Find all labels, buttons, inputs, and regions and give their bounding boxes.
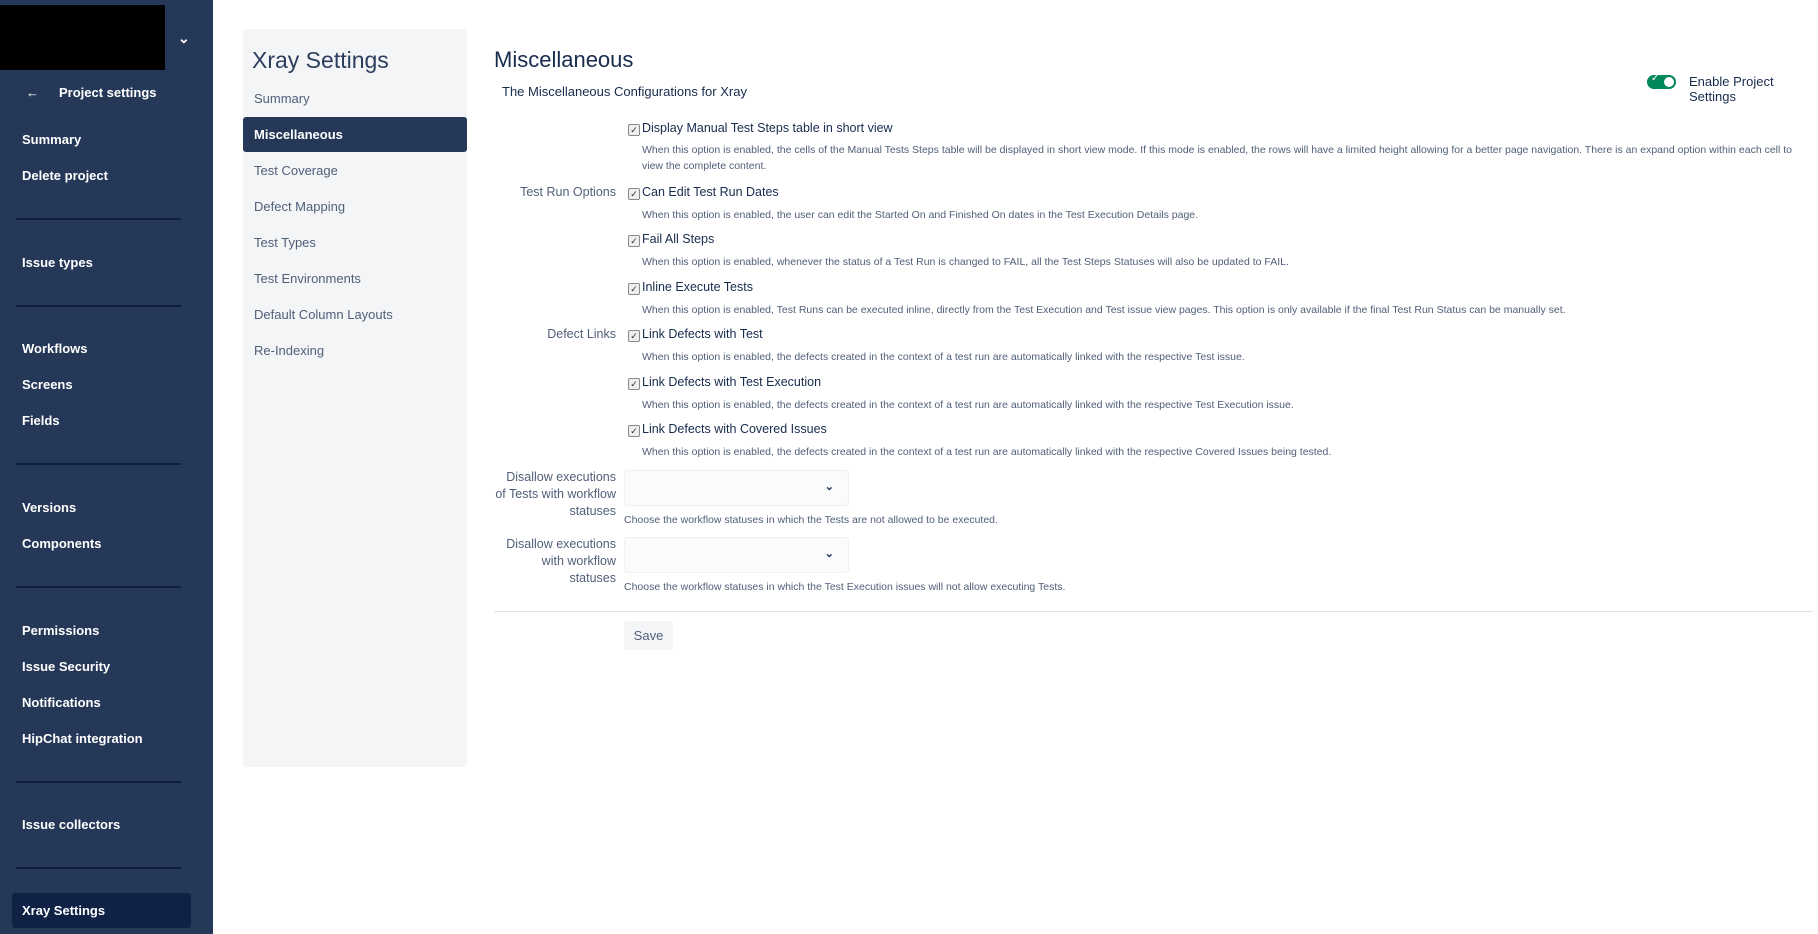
option-label: Fail All Steps [642, 232, 715, 246]
tests-workflow-statuses-select[interactable] [624, 470, 849, 506]
option-description: When this option is enabled, the cells of the Manual Tests Steps table will be displayed in short view mode. If this mode is enabled, the rows will have a limited height allowing for a better page navigation. There is an expand option within each cell to view the complete content. [642, 144, 1793, 172]
sidebar-item-issue-security[interactable]: Issue Security [22, 659, 111, 674]
group-label-defect-links: Defect Links [547, 327, 616, 341]
option-checkbox[interactable]: ✓ [628, 425, 640, 437]
option-checkbox[interactable]: ✓ [628, 330, 640, 342]
sidebar-item-delete-project[interactable]: Delete project [22, 168, 108, 183]
enable-project-settings-label: Enable Project Settings [1689, 74, 1774, 104]
option-label: Inline Execute Tests [642, 280, 753, 294]
project-settings-back-link[interactable]: Project settings [59, 85, 157, 100]
option-label: Link Defects with Test Execution [642, 375, 822, 389]
sidebar-item-versions[interactable]: Versions [22, 500, 77, 515]
xray-nav-test-types[interactable]: Test Types [254, 235, 316, 250]
sidebar-item-issue-collectors[interactable]: Issue collectors [22, 817, 121, 832]
xray-nav-summary[interactable]: Summary [254, 91, 310, 106]
option-checkbox[interactable]: ✓ [628, 188, 640, 200]
option-checkbox[interactable]: ✓ [628, 235, 640, 247]
select-help-text: Choose the workflow statuses in which the Test Execution issues will not allow executing Tests. [624, 581, 1066, 593]
option-description: When this option is enabled, Test Runs can be executed inline, directly from the Test Execution and Test issue view pages. This option is only available if the final Test Run Status can be manually set. [642, 304, 1566, 316]
check-icon: ✓ [1651, 73, 1660, 84]
option-checkbox[interactable]: ✓ [628, 283, 640, 295]
xray-nav-test-environments[interactable]: Test Environments [254, 271, 361, 286]
sidebar-item-hipchat[interactable]: HipChat integration [22, 731, 143, 746]
select-label-execution-statuses: Disallow executions with workflow statuses [506, 537, 616, 585]
option-label: Link Defects with Covered Issues [642, 422, 827, 436]
option-checkbox[interactable]: ✓ [628, 124, 640, 136]
chevron-down-icon: ⌄ [824, 548, 834, 560]
xray-settings-title: Xray Settings [252, 47, 389, 73]
page-subtitle: The Miscellaneous Configurations for Xray [502, 84, 747, 99]
form-divider [494, 611, 1813, 612]
option-label: Display Manual Test Steps table in short view [642, 121, 893, 135]
sidebar-item-components[interactable]: Components [22, 536, 102, 551]
enable-project-settings-toggle[interactable] [1647, 75, 1676, 89]
xray-nav-test-coverage[interactable]: Test Coverage [254, 163, 338, 178]
select-label-tests-statuses: Disallow executions of Tests with workflow statuses [495, 470, 616, 518]
sidebar-divider [16, 586, 181, 588]
sidebar-item-xray-settings[interactable]: Xray Settings [22, 903, 106, 918]
option-description: When this option is enabled, whenever the status of a Test Run is changed to FAIL, all the Test Steps Statuses will also be updated to FAIL. [642, 256, 1289, 268]
option-description: When this option is enabled, the defects created in the context of a test run are automatically linked with the respective Covered Issues being tested. [642, 446, 1332, 458]
option-description: When this option is enabled, the defects created in the context of a test run are automatically linked with the respective Test issue. [642, 351, 1245, 363]
back-arrow-icon[interactable]: ← [26, 85, 39, 100]
sidebar-item-screens[interactable]: Screens [22, 377, 73, 392]
xray-nav-default-column-layouts[interactable]: Default Column Layouts [254, 307, 393, 322]
sidebar-divider [16, 781, 181, 783]
xray-nav-re-indexing[interactable]: Re-Indexing [254, 343, 325, 358]
option-label: Can Edit Test Run Dates [642, 185, 779, 199]
option-label: Link Defects with Test [642, 327, 763, 341]
chevron-down-icon: ⌄ [824, 481, 834, 493]
select-help-text: Choose the workflow statuses in which the Tests are not allowed to be executed. [624, 514, 998, 526]
execution-workflow-statuses-select[interactable] [624, 537, 849, 573]
sidebar-divider [16, 218, 181, 220]
sidebar-item-notifications[interactable]: Notifications [22, 695, 101, 710]
sidebar-divider [16, 867, 181, 869]
chevron-down-icon[interactable]: ⌄ [178, 30, 190, 46]
group-label-test-run-options: Test Run Options [520, 185, 616, 199]
sidebar-item-summary[interactable]: Summary [22, 132, 82, 147]
xray-nav-defect-mapping[interactable]: Defect Mapping [254, 199, 346, 214]
page-title: Miscellaneous [494, 47, 634, 72]
save-button[interactable]: Save [624, 621, 673, 650]
option-description: When this option is enabled, the user can edit the Started On and Finished On dates in the Test Execution Details page. [642, 209, 1199, 221]
sidebar-item-workflows[interactable]: Workflows [22, 341, 88, 356]
option-description: When this option is enabled, the defects created in the context of a test run are automatically linked with the respective Test Execution issue. [642, 399, 1294, 411]
sidebar-divider [16, 305, 181, 307]
sidebar-item-issue-types[interactable]: Issue types [22, 255, 93, 270]
project-avatar-redacted [0, 5, 165, 70]
sidebar-item-permissions[interactable]: Permissions [22, 623, 100, 638]
xray-nav-miscellaneous[interactable]: Miscellaneous [243, 117, 467, 152]
option-checkbox[interactable]: ✓ [628, 378, 640, 390]
sidebar-divider [16, 463, 181, 465]
sidebar-item-fields[interactable]: Fields [22, 413, 60, 428]
